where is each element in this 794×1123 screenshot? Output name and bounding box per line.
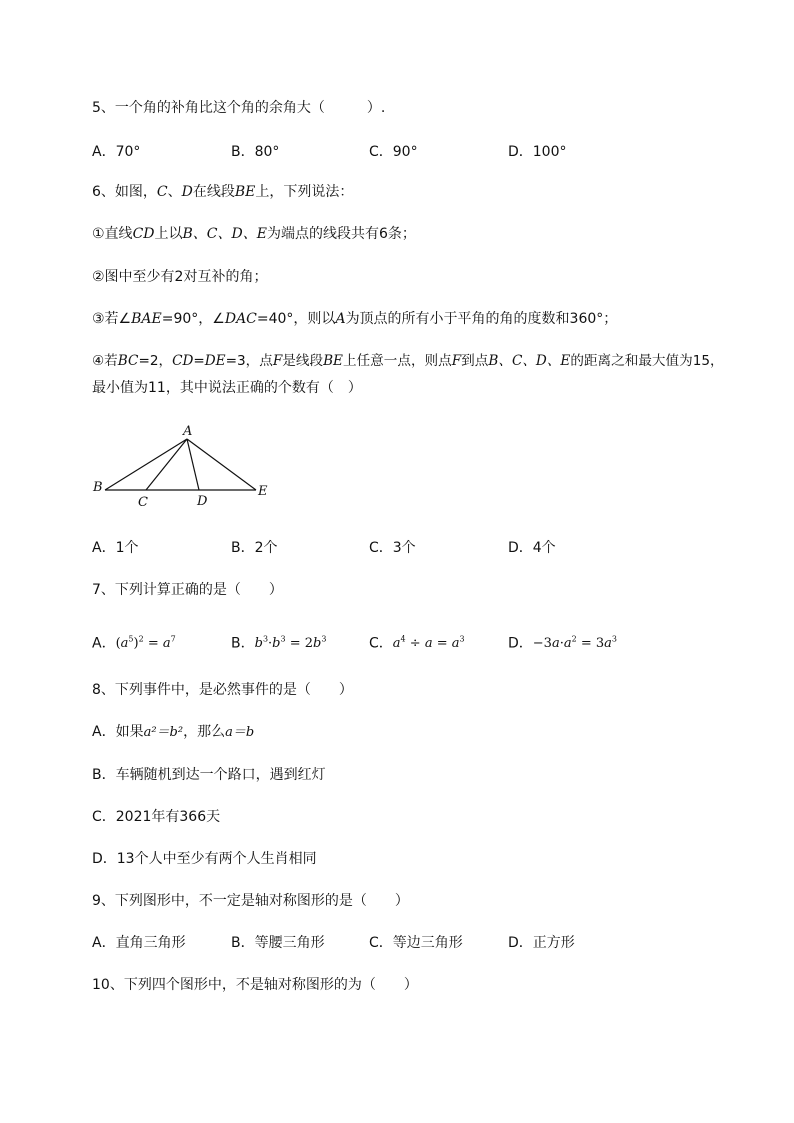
segment-ac xyxy=(146,439,187,490)
q6-statement-1: ①直线CD上以B、C、D、E为端点的线段共有6条； xyxy=(92,226,416,242)
label-b: B xyxy=(93,480,103,495)
q6-statement-2: ②图中至少有2对互补的角； xyxy=(92,269,268,285)
q5-option-c: C．90° xyxy=(369,144,418,160)
q8-option-c: C．2021年有366天 xyxy=(92,809,221,825)
q6-statement-3: ③若∠BAE=90°，∠DAC=40°，则以A为顶点的所有小于平角的角的度数和360°； xyxy=(92,311,618,327)
q8-option-a: A．如果a²＝b²，那么a＝b xyxy=(92,724,255,740)
q9-stem: 9、下列图形中，不一定是轴对称图形的是（ ） xyxy=(92,893,409,909)
q9-option-c: C．等边三角形 xyxy=(369,935,463,951)
q5-option-b: B．80° xyxy=(231,144,280,160)
q6-option-b: B．2个 xyxy=(231,540,278,556)
q6-option-a: A．1个 xyxy=(92,540,139,556)
q7-option-b: B．$b^3\cdot b^3 = 2b^3$ xyxy=(231,635,327,652)
q7-option-c-expression: $a^4 \div a = a^3$ xyxy=(392,635,465,652)
q5-option-a: A．70° xyxy=(92,144,141,160)
label-e: E xyxy=(258,484,268,499)
q9-option-b: B．等腰三角形 xyxy=(231,935,325,951)
q6-statement-4: ④若BC=2，CD=DE=3，点F是线段BE上任意一点，则点F到点B、C、D、E的距离之和最大值为15， xyxy=(92,353,724,369)
q5-stem: 5、一个角的补角比这个角的余角大（ ）. xyxy=(92,100,386,116)
q5-option-d: D．100° xyxy=(508,144,567,160)
q6-option-d: D．4个 xyxy=(508,540,556,556)
q7-option-b-expression: $b^3\cdot b^3 = 2b^3$ xyxy=(254,635,327,652)
q6-triangle-figure xyxy=(88,420,288,515)
q7-option-c: C．$a^4 \div a = a^3$ xyxy=(369,635,465,652)
q7-stem: 7、下列计算正确的是（ ） xyxy=(92,582,283,598)
segment-ab xyxy=(105,439,187,490)
label-d: D xyxy=(197,494,208,509)
q7-option-a-expression: $(a^5)^2 = a^7$ xyxy=(115,635,176,652)
q6-stem: 6、如图，C、D在线段BE上，下列说法： xyxy=(92,184,354,200)
q7-option-a: A．$(a^5)^2 = a^7$ xyxy=(92,635,176,652)
q8-stem: 8、下列事件中，是必然事件的是（ ） xyxy=(92,682,353,698)
q9-option-a: A．直角三角形 xyxy=(92,935,186,951)
label-a: A xyxy=(183,424,193,439)
q6-statement-4-continued: 最小值为11，其中说法正确的个数有（ ） xyxy=(92,380,362,396)
q8-option-b: B．车辆随机到达一个路口，遇到红灯 xyxy=(92,767,326,783)
q9-option-d: D．正方形 xyxy=(508,935,575,951)
q6-option-c: C．3个 xyxy=(369,540,416,556)
q8-option-d: D．13个人中至少有两个人生肖相同 xyxy=(92,851,317,867)
q7-option-d: D．$-3a\cdot a^2 = 3a^3$ xyxy=(508,635,618,652)
q7-option-d-expression: $-3a\cdot a^2 = 3a^3$ xyxy=(532,635,618,652)
q10-stem: 10、下列四个图形中，不是轴对称图形的为（ ） xyxy=(92,977,418,993)
label-c: C xyxy=(138,495,148,510)
